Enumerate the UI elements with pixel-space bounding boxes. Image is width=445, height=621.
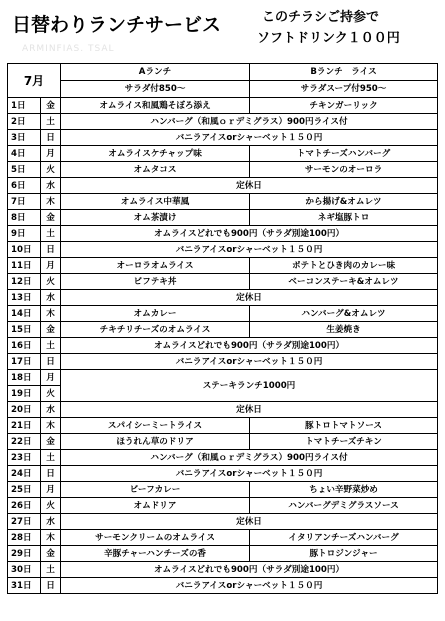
menu-row: [8, 242, 438, 258]
weekday-cell: 月: [41, 146, 61, 162]
lunch-a-cell: 辛豚チャーハンチーズの香: [61, 546, 250, 562]
menu-row: [8, 402, 438, 418]
weekday-cell: 土: [41, 450, 61, 466]
lunch-b-cell: イタリアンチーズハンバーグ: [250, 530, 438, 546]
menu-row: [8, 354, 438, 370]
day-cell: 16日: [8, 338, 41, 354]
daily-special-cell: ハンバーグ（和風ｏｒデミグラス）900円ライス付: [61, 114, 438, 130]
menu-row: [8, 322, 438, 338]
day-cell: 11日: [8, 258, 41, 274]
lunch-b-cell: ネギ塩豚トロ: [250, 210, 438, 226]
day-cell: 27日: [8, 514, 41, 530]
lunch-b-cell: トマトチーズハンバーグ: [250, 146, 438, 162]
day-cell: 25日: [8, 482, 41, 498]
daily-special-cell: バニラアイスorシャーベット１５０円: [61, 466, 438, 482]
lunch-a-cell: オムライスケチャップ味: [61, 146, 250, 162]
weekday-cell: 月: [41, 370, 61, 386]
menu-row: [8, 466, 438, 482]
weekday-cell: 土: [41, 114, 61, 130]
weekday-cell: 火: [41, 274, 61, 290]
weekday-cell: 金: [41, 434, 61, 450]
day-cell: 23日: [8, 450, 41, 466]
col-a-name: Aランチ: [61, 64, 250, 81]
menu-row: [8, 338, 438, 354]
lunch-b-cell: ハンバーグデミグラスソース: [250, 498, 438, 514]
lunch-a-cell: オムライス和風鶏そぼろ添え: [61, 98, 250, 114]
lunch-b-cell: サーモンのオーロラ: [250, 162, 438, 178]
day-cell: 14日: [8, 306, 41, 322]
weekday-cell: 土: [41, 562, 61, 578]
day-cell: 12日: [8, 274, 41, 290]
lunch-a-cell: オムタコス: [61, 162, 250, 178]
weekday-cell: 金: [41, 98, 61, 114]
lunch-a-cell: スパイシーミートライス: [61, 418, 250, 434]
day-cell: 31日: [8, 578, 41, 594]
day-cell: 5日: [8, 162, 41, 178]
lunch-a-cell: オーロラオムライス: [61, 258, 250, 274]
menu-row: [8, 194, 438, 210]
menu-row: [8, 130, 438, 146]
day-cell: 17日: [8, 354, 41, 370]
header-row-prices: [8, 81, 438, 98]
flyer-title: 日替わりランチサービス: [12, 14, 222, 36]
menu-row: [8, 290, 438, 306]
day-cell: 18日: [8, 370, 41, 386]
day-cell: 24日: [8, 466, 41, 482]
weekday-cell: 水: [41, 178, 61, 194]
day-cell: 30日: [8, 562, 41, 578]
day-cell: 8日: [8, 210, 41, 226]
weekday-cell: 木: [41, 306, 61, 322]
col-a-price: サラダ付850～: [61, 81, 250, 98]
col-b-price: サラダスープ付950～: [250, 81, 438, 98]
holiday-cell: 定休日: [61, 402, 438, 418]
lunch-a-cell: サーモンクリームのオムライス: [61, 530, 250, 546]
day-cell: 1日: [8, 98, 41, 114]
lunch-a-cell: ビーフカレー: [61, 482, 250, 498]
weekday-cell: 月: [41, 258, 61, 274]
weekday-cell: 水: [41, 402, 61, 418]
menu-row: [8, 450, 438, 466]
col-b-name: Bランチ ライス: [250, 64, 438, 81]
day-cell: 20日: [8, 402, 41, 418]
lunch-b-cell: ちょい辛野菜炒め: [250, 482, 438, 498]
menu-row: [8, 434, 438, 450]
flyer-header: [0, 0, 445, 64]
day-cell: 9日: [8, 226, 41, 242]
day-cell: 2日: [8, 114, 41, 130]
holiday-cell: 定休日: [61, 514, 438, 530]
menu-row: [8, 114, 438, 130]
menu-row: [8, 498, 438, 514]
weekday-cell: 日: [41, 578, 61, 594]
lunch-a-cell: ほうれん草のドリア: [61, 434, 250, 450]
menu-row: [8, 178, 438, 194]
menu-row: [8, 210, 438, 226]
day-cell: 3日: [8, 130, 41, 146]
holiday-cell: 定休日: [61, 290, 438, 306]
lunch-a-cell: オム茶漬け: [61, 210, 250, 226]
menu-row: [8, 546, 438, 562]
weekday-cell: 月: [41, 482, 61, 498]
menu-row: [8, 482, 438, 498]
day-cell: 10日: [8, 242, 41, 258]
weekday-cell: 木: [41, 194, 61, 210]
menu-row: [8, 562, 438, 578]
daily-special-cell: バニラアイスorシャーベット１５０円: [61, 578, 438, 594]
daily-special-cell: オムライスどれでも900円（サラダ別途100円）: [61, 226, 438, 242]
daily-special-cell: ハンバーグ（和風ｏｒデミグラス）900円ライス付: [61, 450, 438, 466]
lunch-a-cell: ビフテキ丼: [61, 274, 250, 290]
lunch-b-cell: ハンバーグ&オムレツ: [250, 306, 438, 322]
weekday-cell: 日: [41, 130, 61, 146]
holiday-cell: 定休日: [61, 178, 438, 194]
day-cell: 21日: [8, 418, 41, 434]
menu-row: [8, 370, 438, 386]
menu-row: [8, 226, 438, 242]
lunch-b-cell: 豚トロトマトソース: [250, 418, 438, 434]
menu-row: [8, 514, 438, 530]
weekday-cell: 日: [41, 242, 61, 258]
show-through-text: ARMINFIAS. TSAL: [22, 44, 115, 54]
weekday-cell: 金: [41, 210, 61, 226]
daily-special-cell: バニラアイスorシャーベット１５０円: [61, 130, 438, 146]
weekday-cell: 木: [41, 530, 61, 546]
daily-special-cell: バニラアイスorシャーベット１５０円: [61, 242, 438, 258]
steak-lunch-cell: ステーキランチ1000円: [61, 370, 438, 402]
day-cell: 26日: [8, 498, 41, 514]
menu-row: [8, 258, 438, 274]
lunch-a-cell: チキチリチーズのオムライス: [61, 322, 250, 338]
menu-row: [8, 98, 438, 114]
weekday-cell: 火: [41, 386, 61, 402]
weekday-cell: 火: [41, 498, 61, 514]
lunch-b-cell: ポテトとひき肉のカレー味: [250, 258, 438, 274]
weekday-cell: 土: [41, 226, 61, 242]
day-cell: 19日: [8, 386, 41, 402]
day-cell: 15日: [8, 322, 41, 338]
daily-special-cell: オムライスどれでも900円（サラダ別途100円）: [61, 562, 438, 578]
day-cell: 6日: [8, 178, 41, 194]
weekday-cell: 金: [41, 546, 61, 562]
day-cell: 13日: [8, 290, 41, 306]
weekday-cell: 水: [41, 514, 61, 530]
weekday-cell: 金: [41, 322, 61, 338]
weekday-cell: 日: [41, 354, 61, 370]
lunch-b-cell: トマトチーズチキン: [250, 434, 438, 450]
weekday-cell: 土: [41, 338, 61, 354]
promo-line-2: ソフトドリンク１００円: [257, 31, 400, 46]
day-cell: 29日: [8, 546, 41, 562]
weekday-cell: 日: [41, 466, 61, 482]
lunch-menu-table: [7, 63, 438, 594]
lunch-b-cell: 生姜焼き: [250, 322, 438, 338]
menu-row: [8, 530, 438, 546]
day-cell: 4日: [8, 146, 41, 162]
header-row-names: [8, 64, 438, 81]
weekday-cell: 火: [41, 162, 61, 178]
promo-line-1: このチラシご持参で: [262, 10, 380, 25]
menu-row: [8, 306, 438, 322]
daily-special-cell: オムライスどれでも900円（サラダ別途100円）: [61, 338, 438, 354]
lunch-a-cell: オムライス中華風: [61, 194, 250, 210]
menu-row: [8, 418, 438, 434]
day-cell: 7日: [8, 194, 41, 210]
month-label: 7月: [8, 64, 61, 98]
menu-row: [8, 274, 438, 290]
lunch-b-cell: 豚トロジンジャー: [250, 546, 438, 562]
lunch-b-cell: ベーコンステーキ&オムレツ: [250, 274, 438, 290]
menu-row: [8, 162, 438, 178]
menu-row: [8, 146, 438, 162]
lunch-a-cell: オムカレー: [61, 306, 250, 322]
weekday-cell: 水: [41, 290, 61, 306]
daily-special-cell: バニラアイスorシャーベット１５０円: [61, 354, 438, 370]
day-cell: 22日: [8, 434, 41, 450]
lunch-a-cell: オムドリア: [61, 498, 250, 514]
lunch-b-cell: から揚げ&オムレツ: [250, 194, 438, 210]
lunch-b-cell: チキンガーリック: [250, 98, 438, 114]
weekday-cell: 木: [41, 418, 61, 434]
day-cell: 28日: [8, 530, 41, 546]
menu-row: [8, 578, 438, 594]
